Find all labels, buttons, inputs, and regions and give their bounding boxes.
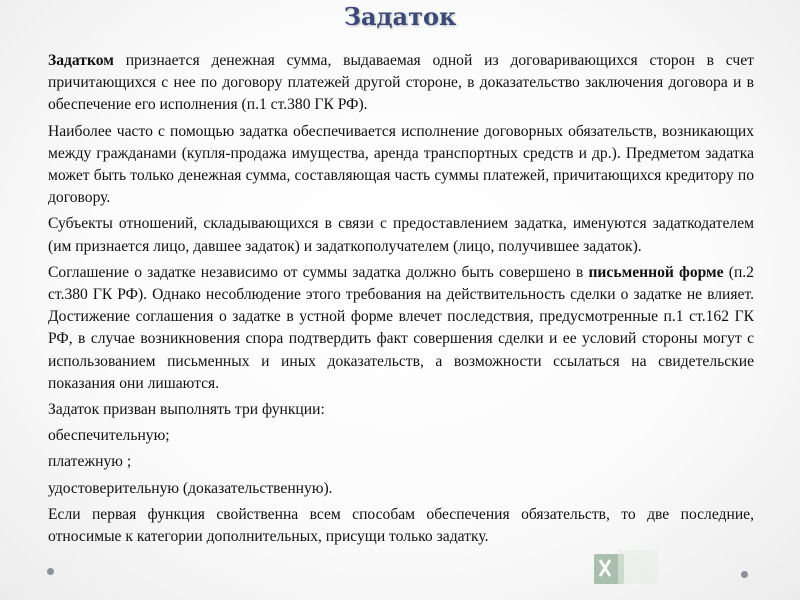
paragraph-subjects: Субъекты отношений, складывающихся в связи с предоставлением задатка, именуются задаткодателем (им признается лицо, давшее задаток) и задаткополучателем (лицо, получившее задаток). bbox=[48, 215, 754, 255]
paragraph-conclusion: Если первая функция свойственна всем способам обеспечения обязательств, то две последние, относимые к категории дополнительных, присущи только задатку. bbox=[48, 505, 754, 546]
function-item: обеспечительную; bbox=[48, 427, 170, 445]
paragraph-form bbox=[48, 262, 754, 395]
form-text-after: (п.2 ст.380 ГК РФ). Однако несоблюдение этого требования на действительность сделки о задатке не влияет. Достижение соглашения о задатке в устной форме влечет последствия, предусмотренные п.1 ст.162 ГК РФ, в случае возникновения спора подтвердить факт совершения сделки и ее условий стороны могут с использованием письменных и иных доказательств, а возможности ссылаться на свидетельские показания они лишаются. bbox=[48, 263, 754, 392]
written-form-term: письменной форме bbox=[588, 263, 724, 281]
function-item: удостоверительную (доказательственную). bbox=[48, 479, 333, 497]
function-item: платежную ; bbox=[48, 453, 132, 471]
slide-dot-left bbox=[47, 568, 54, 575]
paragraph-usage: Наиболее часто с помощью задатка обеспечивается исполнение договорных обязательств, возникающих между гражданами (купля-продажа имущества, аренда транспортных средств и др.). Предметом задатка может быть только денежная сумма, составляющая часть суммы платежей, причитающихся кредитору по договору. bbox=[48, 122, 754, 207]
term-zadatok: Задатком bbox=[48, 52, 114, 69]
slide-body bbox=[48, 50, 754, 552]
paragraph-functions-intro: Задаток призван выполнять три функции: bbox=[48, 401, 325, 419]
paragraph-definition bbox=[48, 50, 754, 117]
definition-text: признается денежная сумма, выдаваемая одной из договаривающихся сторон в счет причитающихся с нее по договору платежей другой стороне, в доказательство заключения договора и в обеспечение его исполнения (п.1 ст.380 ГК РФ). bbox=[48, 52, 754, 114]
form-text-before: Соглашение о задатке независимо от суммы задатка должно быть совершено в bbox=[48, 263, 589, 281]
watermark-logo-icon bbox=[592, 546, 662, 590]
slide-dot-right bbox=[741, 571, 748, 578]
slide-title: Задаток bbox=[343, 2, 457, 31]
